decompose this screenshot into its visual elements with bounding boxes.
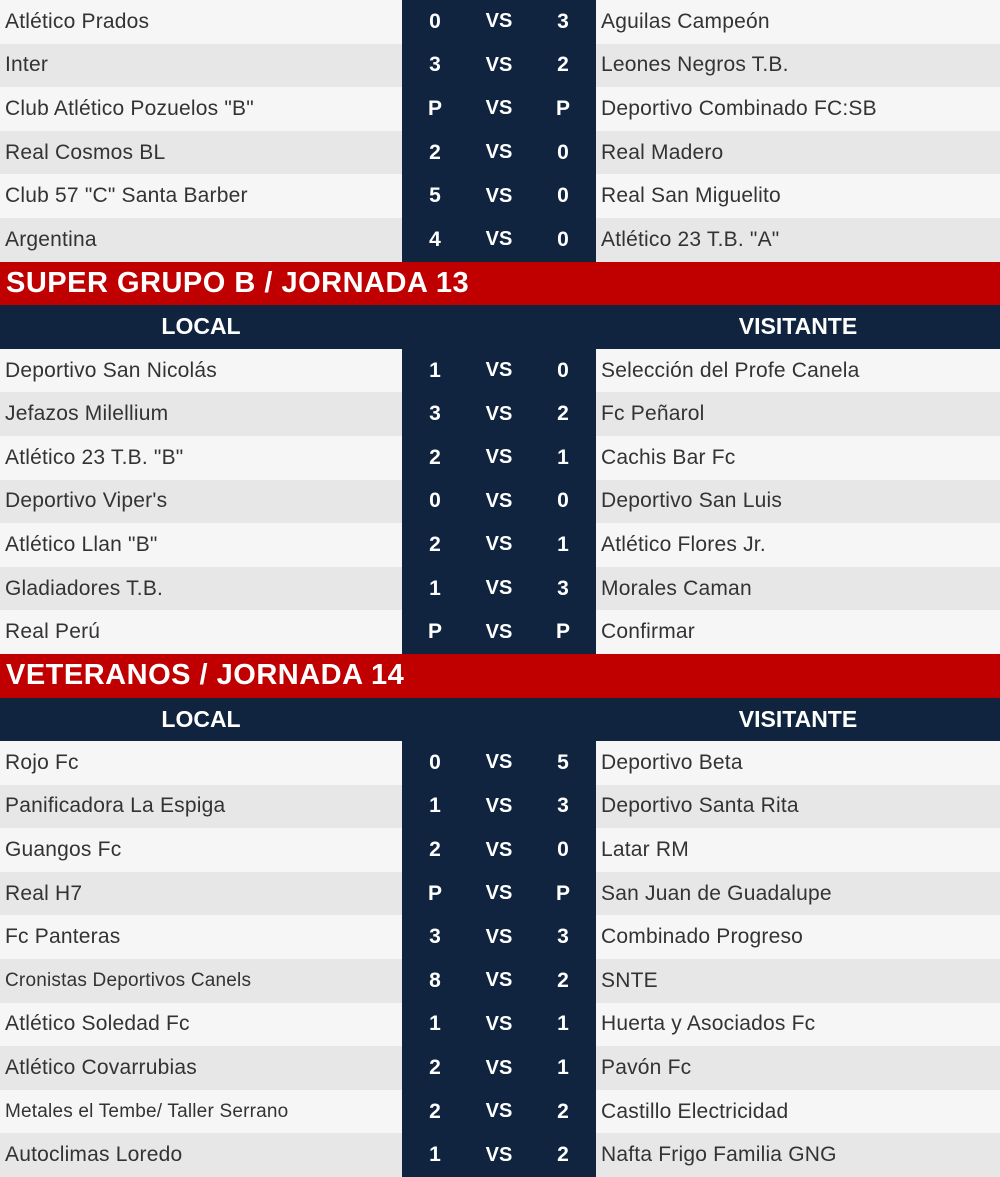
visit-score: 2 xyxy=(557,968,569,992)
visit-score: 1 xyxy=(557,445,569,469)
match-row xyxy=(0,480,1000,524)
visit-team: Deportivo Beta xyxy=(601,750,743,774)
vs-label: VS xyxy=(485,1100,513,1123)
vs-label: VS xyxy=(485,794,513,817)
local-score: 2 xyxy=(429,1056,441,1080)
visit-team: Combinado Progreso xyxy=(601,925,804,949)
score-box xyxy=(402,480,596,524)
vs-label: VS xyxy=(485,97,513,120)
visit-team: Morales Caman xyxy=(601,576,752,600)
local-score: 5 xyxy=(429,184,441,208)
visit-score: 5 xyxy=(557,750,569,774)
vs-label: VS xyxy=(485,489,513,512)
score-box xyxy=(402,87,596,131)
score-box xyxy=(402,436,596,480)
results-section xyxy=(0,654,1000,1177)
match-row xyxy=(0,44,1000,88)
local-team: Atlético Covarrubias xyxy=(5,1056,197,1080)
visit-score: 2 xyxy=(557,1143,569,1167)
score-box xyxy=(402,1046,596,1090)
local-score: 2 xyxy=(429,838,441,862)
vs-label: VS xyxy=(485,402,513,425)
visit-team: Pavón Fc xyxy=(601,1056,692,1080)
score-box xyxy=(402,610,596,654)
local-team: Real Cosmos BL xyxy=(5,140,166,164)
visit-score: 3 xyxy=(557,9,569,33)
score-box xyxy=(402,174,596,218)
local-team: Real H7 xyxy=(5,881,83,905)
score-box xyxy=(402,1133,596,1177)
match-row xyxy=(0,828,1000,872)
results-section xyxy=(0,0,1000,262)
local-team: Gladiadores T.B. xyxy=(5,576,164,600)
visit-score: 1 xyxy=(557,532,569,556)
local-header: LOCAL xyxy=(161,313,241,340)
local-score: 0 xyxy=(429,489,441,513)
visit-score: 0 xyxy=(557,489,569,513)
visit-team: Deportivo Combinado FC:SB xyxy=(601,96,877,120)
section-title: VETERANOS / JORNADA 14 xyxy=(0,654,1000,698)
match-row xyxy=(0,1090,1000,1134)
local-team: Jefazos Milellium xyxy=(5,402,169,426)
score-box xyxy=(402,131,596,175)
local-score: 1 xyxy=(429,1143,441,1167)
visit-team: SNTE xyxy=(601,968,658,992)
vs-label: VS xyxy=(485,1143,513,1166)
local-score: 3 xyxy=(429,925,441,949)
score-box xyxy=(402,392,596,436)
match-row xyxy=(0,872,1000,916)
visit-score: P xyxy=(555,881,570,905)
match-row xyxy=(0,1133,1000,1177)
visit-score: 1 xyxy=(557,1012,569,1036)
match-row xyxy=(0,87,1000,131)
vs-label: VS xyxy=(485,141,513,164)
local-team: Metales el Tembe/ Taller Serrano xyxy=(5,1100,289,1122)
local-score: 2 xyxy=(429,532,441,556)
vs-label: VS xyxy=(485,184,513,207)
local-team: Club Atlético Pozuelos "B" xyxy=(5,96,254,120)
vs-label: VS xyxy=(485,925,513,948)
visit-score: 1 xyxy=(557,1056,569,1080)
vs-label: VS xyxy=(485,1056,513,1079)
visit-team: San Juan de Guadalupe xyxy=(601,881,832,905)
local-score: 2 xyxy=(429,445,441,469)
match-row xyxy=(0,349,1000,393)
local-score: P xyxy=(427,881,442,905)
score-box xyxy=(402,567,596,611)
match-row xyxy=(0,741,1000,785)
local-team: Rojo Fc xyxy=(5,750,79,774)
local-score: 2 xyxy=(429,1099,441,1123)
local-score: 1 xyxy=(429,1012,441,1036)
visit-team: Huerta y Asociados Fc xyxy=(601,1012,816,1036)
visit-score: 3 xyxy=(557,925,569,949)
local-team: Cronistas Deportivos Canels xyxy=(5,969,252,991)
local-team: Club 57 "C" Santa Barber xyxy=(5,184,248,208)
section-title: SUPER GRUPO B / JORNADA 13 xyxy=(0,262,1000,306)
vs-label: VS xyxy=(485,1012,513,1035)
visit-team: Aguilas Campeón xyxy=(601,9,770,33)
match-row xyxy=(0,1046,1000,1090)
local-team: Argentina xyxy=(5,227,97,251)
vs-label: VS xyxy=(485,577,513,600)
local-team: Guangos Fc xyxy=(5,838,122,862)
visit-score: 0 xyxy=(557,184,569,208)
visit-team: Castillo Electricidad xyxy=(601,1099,789,1123)
local-score: 3 xyxy=(429,402,441,426)
vs-label: VS xyxy=(485,620,513,643)
local-team: Real Perú xyxy=(5,620,101,644)
visit-team: Real San Miguelito xyxy=(601,184,781,208)
visit-score: P xyxy=(555,96,570,120)
local-score: P xyxy=(427,96,442,120)
score-box xyxy=(402,349,596,393)
vs-label: VS xyxy=(485,10,513,33)
local-team: Atlético Llan "B" xyxy=(5,532,158,556)
match-row xyxy=(0,174,1000,218)
score-box xyxy=(402,828,596,872)
local-score: 2 xyxy=(429,140,441,164)
match-row xyxy=(0,131,1000,175)
column-header-row xyxy=(0,305,1000,349)
match-row xyxy=(0,1003,1000,1047)
visit-team: Leones Negros T.B. xyxy=(601,53,789,77)
visit-team: Deportivo Santa Rita xyxy=(601,794,799,818)
score-box xyxy=(402,915,596,959)
local-team: Atlético Prados xyxy=(5,9,150,33)
match-row xyxy=(0,959,1000,1003)
vs-label: VS xyxy=(485,838,513,861)
score-box xyxy=(402,741,596,785)
local-score: 1 xyxy=(429,794,441,818)
local-team: Panificadora La Espiga xyxy=(5,794,226,818)
match-row xyxy=(0,218,1000,262)
local-team: Atlético Soledad Fc xyxy=(5,1012,190,1036)
local-score: 3 xyxy=(429,53,441,77)
visit-team: Real Madero xyxy=(601,140,724,164)
visit-team: Deportivo San Luis xyxy=(601,489,783,513)
visit-team: Selección del Profe Canela xyxy=(601,358,860,382)
score-box xyxy=(402,1003,596,1047)
match-row xyxy=(0,392,1000,436)
visit-score: 2 xyxy=(557,53,569,77)
match-row xyxy=(0,523,1000,567)
visit-team: Cachis Bar Fc xyxy=(601,445,736,469)
visit-team: Atlético 23 T.B. "A" xyxy=(601,227,780,251)
score-box xyxy=(402,0,596,44)
match-row xyxy=(0,610,1000,654)
visit-team: Confirmar xyxy=(601,620,695,644)
score-box xyxy=(402,44,596,88)
visit-team: Atlético Flores Jr. xyxy=(601,532,766,556)
local-score: 1 xyxy=(429,576,441,600)
visit-team: Fc Peñarol xyxy=(601,402,705,426)
local-team: Inter xyxy=(5,53,49,77)
local-score: 8 xyxy=(429,968,441,992)
visit-score: 0 xyxy=(557,140,569,164)
visit-score: 0 xyxy=(557,227,569,251)
vs-label: VS xyxy=(485,359,513,382)
visit-team: Latar RM xyxy=(601,838,689,862)
local-score: 0 xyxy=(429,750,441,774)
match-row xyxy=(0,915,1000,959)
visit-score: 3 xyxy=(557,576,569,600)
score-box xyxy=(402,1090,596,1134)
local-score: 4 xyxy=(429,227,441,251)
score-box xyxy=(402,959,596,1003)
match-row xyxy=(0,567,1000,611)
score-box xyxy=(402,218,596,262)
match-row xyxy=(0,436,1000,480)
visit-header: VISITANTE xyxy=(738,705,858,732)
visit-team: Nafta Frigo Familia GNG xyxy=(601,1143,837,1167)
score-box xyxy=(402,523,596,567)
local-score: 0 xyxy=(429,9,441,33)
vs-label: VS xyxy=(485,446,513,469)
visit-score: 2 xyxy=(557,402,569,426)
local-team: Atlético 23 T.B. "B" xyxy=(5,445,184,469)
local-header: LOCAL xyxy=(161,705,241,732)
vs-label: VS xyxy=(485,882,513,905)
visit-score: 3 xyxy=(557,794,569,818)
vs-label: VS xyxy=(485,969,513,992)
visit-score: 2 xyxy=(557,1099,569,1123)
local-score: 1 xyxy=(429,358,441,382)
visit-score: 0 xyxy=(557,358,569,382)
local-team: Autoclimas Loredo xyxy=(5,1143,183,1167)
vs-label: VS xyxy=(485,53,513,76)
column-header-row xyxy=(0,698,1000,742)
match-row xyxy=(0,0,1000,44)
visit-score: 0 xyxy=(557,838,569,862)
local-team: Fc Panteras xyxy=(5,925,121,949)
local-team: Deportivo Viper's xyxy=(5,489,168,513)
vs-label: VS xyxy=(485,751,513,774)
local-team: Deportivo San Nicolás xyxy=(5,358,217,382)
results-section xyxy=(0,262,1000,654)
vs-label: VS xyxy=(485,228,513,251)
score-box xyxy=(402,872,596,916)
score-box xyxy=(402,785,596,829)
visit-score: P xyxy=(555,620,570,644)
vs-label: VS xyxy=(485,533,513,556)
local-score: P xyxy=(427,620,442,644)
visit-header: VISITANTE xyxy=(738,313,858,340)
match-row xyxy=(0,785,1000,829)
